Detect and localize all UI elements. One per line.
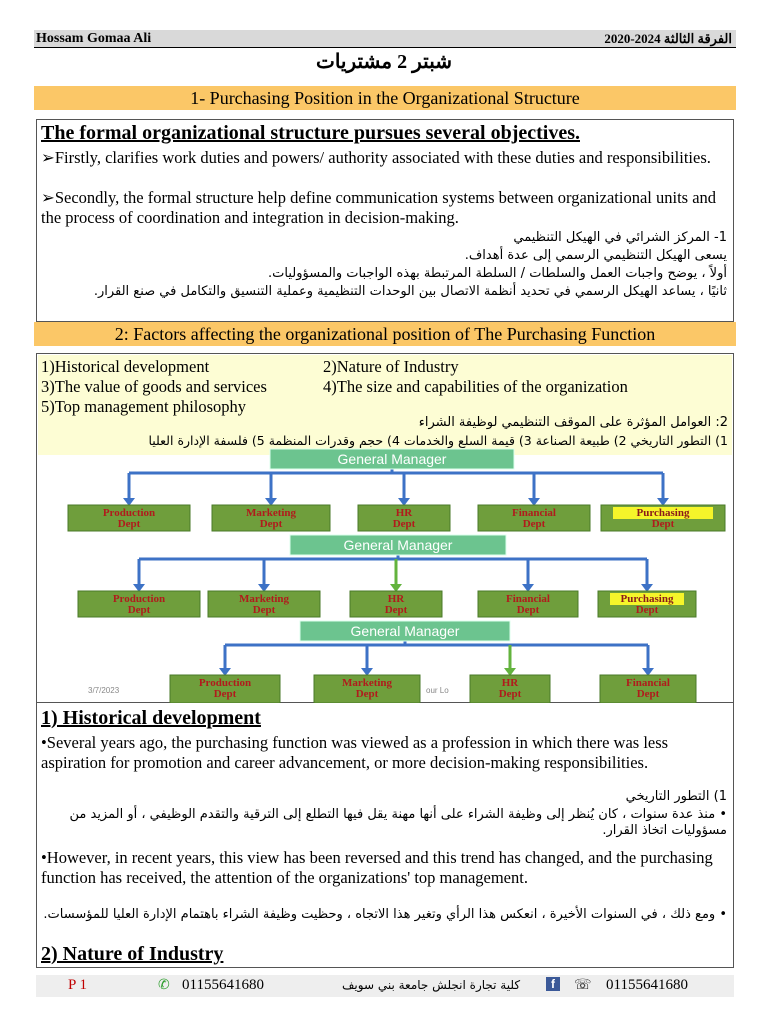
dept-label-financial-sub: Dept [516,604,540,616]
section1-ar-line3: أولاً ، يوضح واجبات العمل والسلطات / السلطة المرتبطة بهذه الواجبات والمسؤوليات. [268,266,727,281]
org-chart-diagram [38,447,732,703]
manager-label: General Manager [343,537,453,553]
dept-label-hr-sub: Dept [384,604,408,616]
slide-date: 3/7/2023 [88,686,120,695]
section1-ar-line4: ثانيًا ، يساعد الهيكل الرسمي في تحديد أنظمة الاتصال بين الوحدات التنظيمية وعملية التنسيق والتكامل في صنع القرار. [93,284,727,299]
dept-label-purchasing: Purchasing [620,593,674,605]
page-header [34,30,736,48]
section3-point2: •However, in recent years, this view has been reversed and this trend has changed, and the purchasing function has received, the attention of the organizations' top management. [41,848,713,887]
slide-fragment: our Lo [426,686,449,695]
dept-label-production-sub: Dept [127,604,151,616]
dept-label-production-sub: Dept [117,518,141,530]
dept-label-financial-sub: Dept [636,688,660,700]
dept-label-financial-sub: Dept [522,518,546,530]
factor-3: 3)The value of goods and services [41,377,267,396]
section1-heading: The formal organizational structure pursues several objectives. [41,122,580,144]
section1-box [36,119,734,322]
dept-label-hr-sub: Dept [498,688,522,700]
section1-ar-line2: يسعى الهيكل التنظيمي الرسمي إلى عدة أهداف. [464,248,727,263]
factor-5: 5)Top management philosophy [41,397,247,416]
section1-point1: ➢Firstly, clarifies work duties and powers/ authority associated with these duties and responsibilities. [41,148,711,167]
factor-1: 1)Historical development [41,357,210,376]
dept-label-purchasing: Purchasing [636,507,690,519]
section3-heading: 1) Historical development [41,707,261,729]
phone-icon: ☏ [574,978,592,993]
dept-label-marketing-sub: Dept [355,688,379,700]
dept-label-financial: Financial [511,507,557,519]
section3-heading2: 2) Nature of Industry [41,943,224,965]
dept-label-marketing: Marketing [245,507,297,519]
dept-label-marketing-sub: Dept [259,518,283,530]
dept-label-hr: HR [501,677,519,689]
page-footer [36,975,734,997]
dept-label-marketing: Marketing [238,593,290,605]
factors-ar-list: 1) التطور التاريخي 2) طبيعة الصناعة 3) قيمة السلع والخدمات 4) حجم وقدرات المنظمة 5) فلسفة الإدارة العليا [148,433,728,448]
dept-label-purchasing-sub: Dept [635,604,659,616]
dept-label-production: Production [198,677,252,689]
page-number: P 1 [68,977,88,993]
dept-label-production-sub: Dept [213,688,237,700]
manager-label: General Manager [350,623,460,639]
section1-banner: 1- Purchasing Position in the Organizational Structure [34,86,736,110]
footer-phone-right: 01155641680 [606,977,688,993]
factors-panel [38,355,732,455]
section3-ar-point1: • منذ عدة سنوات ، كان يُنظر إلى وظيفة الشراء على أنها مهنة يقل فيها التطلع إلى الترقية والتقدم الوظيفي ، أو المزيد من مسؤوليات اتخاذ القرار. [69,807,727,838]
footer-phone-left: 01155641680 [182,977,264,993]
section3-box [36,703,734,968]
section1-ar-line1: 1- المركز الشرائي في الهيكل التنظيمي [513,230,727,245]
dept-label-marketing-sub: Dept [252,604,276,616]
section3-point1: •Several years ago, the purchasing function was viewed as a profession in which there was less aspiration for promotion and career advancement, or more decision-making responsibilities. [41,733,669,772]
whatsapp-icon: ✆ [158,978,170,993]
section3-ar-title: 1) التطور التاريخي [625,789,727,804]
page-title: شبتر 2 مشتريات [316,51,452,73]
facebook-icon: f [546,977,560,991]
dept-label-production: Production [102,507,156,519]
manager-label: General Manager [337,451,447,467]
dept-label-marketing: Marketing [341,677,393,689]
dept-label-purchasing-sub: Dept [651,518,675,530]
dept-label-hr: HR [395,507,413,519]
section2-banner: 2: Factors affecting the organizational position of The Purchasing Function [34,322,736,346]
factor-4: 4)The size and capabilities of the organization [323,377,628,396]
dept-label-production: Production [112,593,166,605]
dept-label-financial: Financial [505,593,551,605]
factor-2: 2)Nature of Industry [323,357,459,376]
factors-ar-title: 2: العوامل المؤثرة على الموقف التنظيمي لوظيفة الشراء [418,415,728,430]
section1-point2: ➢Secondly, the formal structure help define communication systems between organizational units and the process of coordination and integration in decision-making. [41,188,717,227]
section3-ar-point2: • ومع ذلك ، في السنوات الأخيرة ، انعكس هذا الرأي وتغير هذا الاتجاه ، وحظيت وظيفة الشراء باهتمام الإدارة العليا للمؤسسات. [43,907,727,922]
year-info: الفرقة الثالثة 2024-2020 [604,31,732,46]
dept-label-hr-sub: Dept [392,518,416,530]
author-name: Hossam Gomaa Ali [36,31,152,46]
org-chart-svg [38,447,732,703]
dept-label-financial: Financial [625,677,671,689]
dept-label-hr: HR [387,593,405,605]
footer-college: كلية تجارة انجلش جامعة بني سويف [342,978,521,992]
